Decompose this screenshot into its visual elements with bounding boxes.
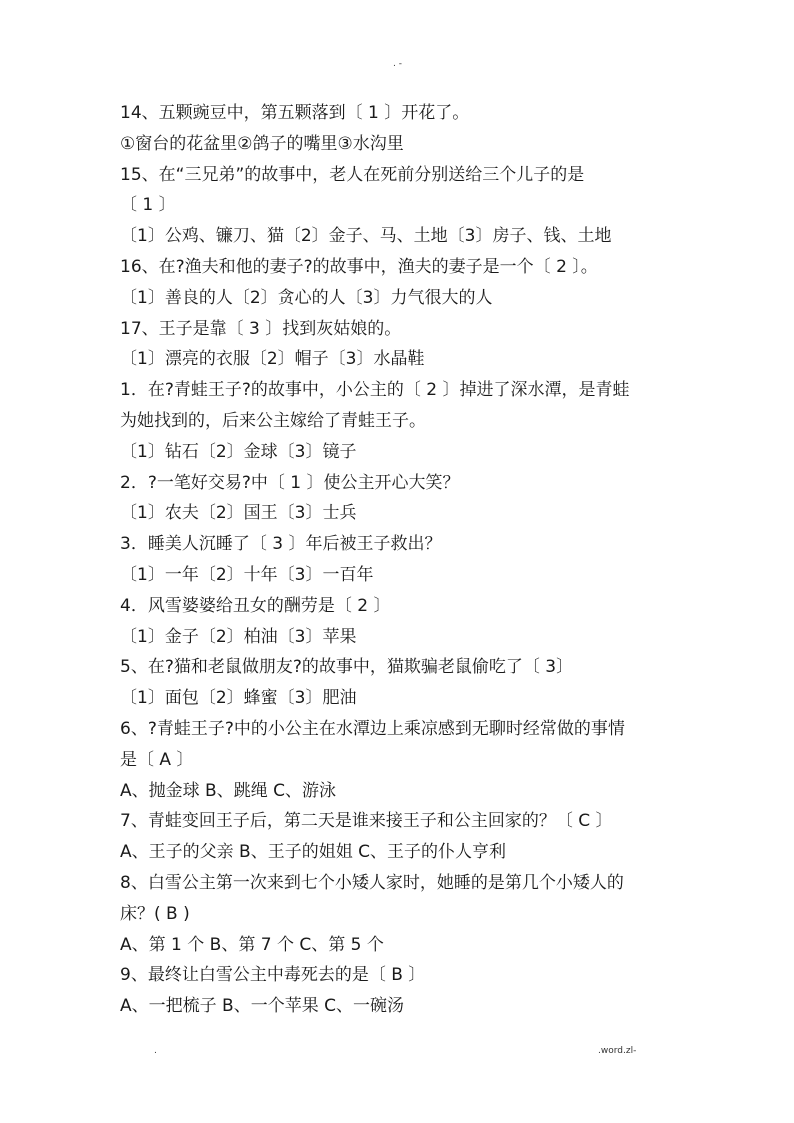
text-line: ①窗台的花盆里②鸽子的嘴里③水沟里 <box>120 133 404 154</box>
text-line: 14、五颗豌豆中，第五颗落到〔 1 〕开花了。 <box>120 103 470 123</box>
text-line: 1．在?青蛙王子?的故事中，小公主的〔 2 〕掉进了深水潭，是青蛙 <box>120 380 630 401</box>
text-line: 4．风雪婆婆给丑女的酬劳是〔 2 〕 <box>120 595 391 616</box>
text-line: A、一把梳子 B、一个苹果 C、一碗汤 <box>120 996 404 1017</box>
document-body <box>120 98 720 1022</box>
text-line: 3．睡美人沉睡了〔 3 〕年后被王子救出？ <box>120 534 442 555</box>
text-line: 〔1〕农夫〔2〕国王〔3〕士兵 <box>120 503 357 524</box>
text-line: 9、最终让白雪公主中毒死去的是〔 B 〕 <box>120 965 426 986</box>
text-line: 〔1〕面包〔2〕蜂蜜〔3〕肥油 <box>120 688 357 709</box>
text-line: 是〔 A 〕 <box>120 749 194 770</box>
text-line: 〔 1 〕 <box>120 195 176 216</box>
text-line: 7、青蛙变回王子后，第二天是谁来接王子和公主回家的？〔 C 〕 <box>120 811 613 832</box>
text-line: 〔1〕一年〔2〕十年〔3〕一百年 <box>120 564 374 585</box>
text-line: 〔1〕金子〔2〕柏油〔3〕苹果 <box>120 626 357 647</box>
text-line: 2．?一笔好交易?中〔 1 〕使公主开心大笑？ <box>120 472 460 493</box>
text-line: 6、?青蛙王子?中的小公主在水潭边上乘凉感到无聊时经常做的事情 <box>120 718 625 739</box>
text-line: 〔1〕善良的人〔2〕贪心的人〔3〕力气很大的人 <box>120 287 493 308</box>
text-line: 15、在“三兄弟”的故事中，老人在死前分别送给三个儿子的是 <box>120 164 585 185</box>
text-line: 8、白雪公主第一次来到七个小矮人家时，她睡的是第几个小矮人的 <box>120 872 624 893</box>
text-line: A、第 1 个 B、第 7 个 C、第 5 个 <box>120 934 384 955</box>
text-line: 5、在?猫和老鼠做朋友?的故事中，猫欺骗老鼠偷吃了〔 3〕 <box>120 657 574 678</box>
text-line: 16、在?渔夫和他的妻子?的故事中，渔夫的妻子是一个〔 2 〕。 <box>120 256 598 277</box>
footer-watermark: .word.zl- <box>598 1046 637 1056</box>
text-line: 〔1〕漂亮的衣服〔2〕帽子〔3〕水晶鞋 <box>120 349 425 370</box>
text-line: A、抛金球 B、跳绳 C、游泳 <box>120 780 336 801</box>
text-line: 〔1〕钻石〔2〕金球〔3〕镜子 <box>120 441 357 462</box>
text-line: 床？( B ) <box>120 903 190 924</box>
text-line: A、王子的父亲 B、王子的姐姐 C、王子的仆人亨利 <box>120 842 506 863</box>
footer-left-mark: . <box>154 1046 157 1056</box>
text-line: 为她找到的，后来公主嫁给了青蛙王子。 <box>120 410 426 431</box>
text-line: 17、王子是靠〔 3 〕找到灰姑娘的。 <box>120 318 402 339</box>
text-line: 〔1〕公鸡、镰刀、猫〔2〕金子、马、土地〔3〕房子、钱、土地 <box>120 226 612 247</box>
header-mark: . - <box>393 59 402 69</box>
